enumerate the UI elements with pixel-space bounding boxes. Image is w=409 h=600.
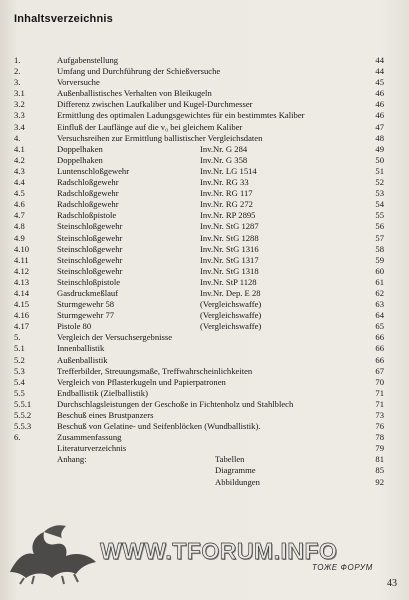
toc-entry	[14, 399, 384, 410]
toc-entry-page: 65	[375, 321, 384, 332]
appendix-item-title: Diagramme	[215, 465, 256, 476]
toc-entry	[14, 244, 384, 255]
table-of-contents	[14, 55, 384, 488]
toc-entry	[14, 255, 384, 266]
toc-entry-page: 46	[375, 99, 384, 110]
toc-entry	[14, 299, 384, 310]
toc-entry-inventory: Inv.Nr. G 284	[200, 143, 248, 154]
toc-entry-page: 67	[375, 365, 384, 376]
toc-entry	[14, 133, 384, 144]
toc-entry	[14, 266, 384, 277]
toc-entry-number: 5.5.3	[14, 421, 32, 432]
toc-entry-number: 5.4	[14, 376, 25, 387]
toc-entry-number: 4.5	[14, 188, 25, 199]
toc-entry-number: 6.	[14, 432, 21, 443]
toc-entry-page: 56	[375, 221, 384, 232]
toc-entry-title: Ermittlung des optimalen Ladungsgewichtes für ein bestimmtes Kaliber	[57, 110, 305, 121]
toc-entry-page: 76	[375, 421, 384, 432]
toc-entry	[14, 332, 384, 343]
toc-entry-title: Radschloßgewehr	[57, 199, 119, 210]
toc-entry-page: 53	[375, 188, 384, 199]
toc-entry-number: 5.3	[14, 365, 25, 376]
toc-entry-number: 4.13	[14, 276, 30, 287]
toc-entry-number: 5.1	[14, 343, 25, 354]
toc-entry-number: 4.6	[14, 199, 25, 210]
toc-entry-title: Steinschloßgewehr	[57, 254, 123, 265]
toc-appendix-entry	[14, 477, 384, 488]
toc-entry-number: 4.3	[14, 165, 25, 176]
toc-entry-inventory: Inv.Nr. RP 2895	[200, 210, 256, 221]
page-title: Inhaltsverzeichnis	[14, 13, 113, 25]
toc-entry-title: Versuchsreihen zur Ermittlung ballistischer Vergleichsdaten	[57, 132, 263, 143]
toc-entry	[14, 144, 384, 155]
toc-entry-number: 4.	[14, 132, 21, 143]
toc-entry-inventory: Inv.Nr. LG 1514	[200, 165, 257, 176]
watermark-subtitle: ТОЖЕ ФОРУМ	[312, 563, 373, 572]
toc-entry-inventory: Inv.Nr. Dep. E 28	[200, 287, 261, 298]
toc-entry	[14, 77, 384, 88]
toc-entry-page: 64	[375, 310, 384, 321]
toc-entry-number: 3.	[14, 77, 21, 88]
toc-entry-page: 46	[375, 88, 384, 99]
toc-entry-title: Außenballistisches Verhalten von Bleikugeln	[57, 88, 212, 99]
toc-appendix-entry	[14, 454, 384, 465]
toc-entry	[14, 188, 384, 199]
toc-entry	[14, 288, 384, 299]
toc-entry-page: 48	[375, 132, 384, 143]
toc-entry-number: 4.4	[14, 177, 25, 188]
toc-entry-page: 61	[375, 276, 384, 287]
toc-entry-title: Beschuß von Gelatine- und Seifenblöcken (Wundballistik).	[57, 421, 261, 432]
toc-entry-page: 44	[375, 55, 384, 65]
toc-entry-number: 5.5.2	[14, 410, 32, 420]
toc-entry-page: 73	[375, 410, 384, 420]
toc-entry-title: Doppelhaken	[57, 143, 103, 154]
toc-entry-title: Aufgabenstellung	[57, 55, 119, 65]
toc-entry-number: 5.5	[14, 387, 25, 398]
toc-entry-page: 70	[375, 376, 384, 387]
appendix-item-title: Tabellen	[215, 454, 245, 465]
toc-entry-title: Sturmgewehr 77	[57, 310, 115, 321]
toc-entry	[14, 122, 384, 133]
toc-entry	[14, 355, 384, 366]
toc-entry-number: 3.1	[14, 88, 25, 99]
toc-entry-page: 79	[375, 443, 384, 454]
toc-entry-number: 4.17	[14, 321, 30, 332]
toc-entry-title: Außenballistik	[57, 354, 108, 365]
toc-entry	[14, 88, 384, 99]
toc-entry-title: Differenz zwischen Laufkaliber und Kugel-Durchmesser	[57, 99, 253, 110]
toc-entry-title: Durchschlagsleistungen der Geschoße in Fichtenholz und Stahlblech	[57, 398, 294, 409]
toc-entry-number: 4.7	[14, 210, 25, 221]
toc-entry	[14, 277, 384, 288]
toc-entry-inventory: Inv.Nr. G 358	[200, 154, 248, 165]
toc-entry-page: 58	[375, 243, 384, 254]
toc-appendix-entry	[14, 465, 384, 476]
toc-entry-title: Sturmgewehr 58	[57, 299, 115, 310]
toc-entry-inventory: (Vergleichswaffe)	[200, 299, 262, 310]
toc-entry-title: Umfang und Durchführung der Schießversuche	[57, 66, 221, 77]
toc-entry-inventory: Inv.Nr. StP 1128	[200, 276, 257, 287]
toc-entry-number: 4.10	[14, 243, 30, 254]
toc-entry-page: 49	[375, 143, 384, 154]
toc-entry-number: 4.16	[14, 310, 30, 321]
toc-entry-number: 4.8	[14, 221, 25, 232]
toc-entry-number: 2.	[14, 66, 21, 77]
toc-entry-title: Trefferbilder, Streuungsmaße, Treffwahrscheinlichkeiten	[57, 365, 253, 376]
toc-entry-number: 3.3	[14, 110, 25, 121]
toc-entry	[14, 366, 384, 377]
toc-entry-inventory: Inv.Nr. StG 1288	[200, 232, 259, 243]
toc-entry-inventory: Inv.Nr. StG 1316	[200, 243, 259, 254]
toc-entry-title: Zusammenfassung	[57, 432, 122, 443]
toc-entry-page: 44	[375, 66, 384, 77]
toc-entry-page: 59	[375, 254, 384, 265]
toc-entry	[14, 221, 384, 232]
toc-entry-inventory: Inv.Nr. StG 1318	[200, 265, 259, 276]
toc-entry-number: 4.9	[14, 232, 25, 243]
toc-entry-page: 63	[375, 299, 384, 310]
toc-entry-number: 5.	[14, 332, 21, 343]
toc-entry-inventory: Inv.Nr. RG 117	[200, 188, 253, 199]
toc-entry	[14, 443, 384, 454]
appendix-item-page: 92	[375, 476, 384, 487]
toc-entry	[14, 177, 384, 188]
toc-entry-page: 66	[375, 332, 384, 343]
toc-entry	[14, 210, 384, 221]
toc-entry-inventory: Inv.Nr. RG 272	[200, 199, 253, 210]
toc-entry-title: Vergleich von Pflasterkugeln und Papierpatronen	[57, 376, 226, 387]
toc-entry	[14, 110, 384, 121]
toc-entry-title: Radschloßgewehr	[57, 188, 119, 199]
toc-entry-page: 45	[375, 77, 384, 88]
toc-entry	[14, 233, 384, 244]
appendix-label: Anhang:	[57, 454, 87, 465]
appendix-item-page: 85	[375, 465, 384, 476]
toc-entry	[14, 321, 384, 332]
toc-entry-title: Pistole 80	[57, 321, 92, 332]
toc-entry-page: 46	[375, 110, 384, 121]
toc-entry-title: Steinschloßgewehr	[57, 265, 123, 276]
toc-entry-page: 66	[375, 343, 384, 354]
toc-entry-title: Steinschloßgewehr	[57, 243, 123, 254]
toc-entry-number: 3.4	[14, 121, 25, 132]
toc-entry-title: Radschloßgewehr	[57, 177, 119, 188]
toc-entry-title: Endballistik (Zielballistik)	[57, 387, 148, 398]
toc-entry-page: 54	[375, 199, 384, 210]
appendix-item-title: Abbildungen	[215, 476, 260, 487]
toc-entry	[14, 410, 384, 421]
toc-entry-title: Gasdruckmeßlauf	[57, 287, 119, 298]
toc-entry-number: 4.12	[14, 265, 30, 276]
toc-entry-number: 4.2	[14, 154, 25, 165]
appendix-item-page: 81	[375, 454, 384, 465]
toc-entry-title: Vergleich der Versuchsergebnisse	[57, 332, 173, 343]
page-number: 43	[387, 578, 397, 589]
toc-entry-title: Einfluß der Lauflänge auf die v₀ bei gleichem Kaliber	[57, 121, 243, 132]
toc-entry-title: Vorversuche	[57, 77, 100, 88]
toc-entry-page: 51	[375, 165, 384, 176]
toc-entry-title: Steinschloßpistole	[57, 276, 121, 287]
toc-entry-title: Radschloßpistole	[57, 210, 117, 221]
toc-entry-number: 5.2	[14, 354, 25, 365]
toc-entry	[14, 199, 384, 210]
toc-entry-page: 78	[375, 432, 384, 443]
toc-entry-number: 4.11	[14, 254, 29, 265]
toc-entry-page: 47	[375, 121, 384, 132]
toc-entry-title: Beschuß eines Brustpanzers	[57, 410, 154, 420]
toc-entry	[14, 388, 384, 399]
toc-entry	[14, 377, 384, 388]
toc-entry-page: 50	[375, 154, 384, 165]
toc-entry	[14, 66, 384, 77]
toc-entry-page: 57	[375, 232, 384, 243]
toc-entry	[14, 432, 384, 443]
toc-entry-title: Luntenschloßgewehr	[57, 165, 130, 176]
toc-entry-title: Steinschloßgewehr	[57, 221, 123, 232]
toc-entry	[14, 99, 384, 110]
toc-entry-title: Steinschloßgewehr	[57, 232, 123, 243]
toc-entry	[14, 310, 384, 321]
toc-entry-title: Literaturverzeichnis	[57, 443, 127, 454]
toc-entry-inventory: (Vergleichswaffe)	[200, 321, 262, 332]
toc-entry	[14, 166, 384, 177]
toc-entry-page: 55	[375, 210, 384, 221]
toc-entry	[14, 343, 384, 354]
toc-entry-number: 5.5.1	[14, 398, 32, 409]
toc-entry	[14, 421, 384, 432]
tforum-logo-icon	[4, 512, 114, 586]
toc-entry-page: 60	[375, 265, 384, 276]
toc-entry-page: 62	[375, 287, 384, 298]
toc-entry-inventory: (Vergleichswaffe)	[200, 310, 262, 321]
toc-entry	[14, 155, 384, 166]
toc-entry-inventory: Inv.Nr. RG 33	[200, 177, 249, 188]
toc-entry-number: 4.15	[14, 299, 30, 310]
toc-entry-number: 3.2	[14, 99, 25, 110]
toc-entry-inventory: Inv.Nr. StG 1287	[200, 221, 259, 232]
toc-entry-page: 66	[375, 354, 384, 365]
toc-entry-inventory: Inv.Nr. StG 1317	[200, 254, 259, 265]
toc-entry-page: 71	[375, 398, 384, 409]
watermark-url: WWW.TFORUM.INFO	[100, 538, 338, 564]
toc-entry-number: 4.1	[14, 143, 25, 154]
toc-entry-title: Innenballistik	[57, 343, 105, 354]
toc-entry-number: 1.	[14, 55, 21, 65]
toc-entry-page: 71	[375, 387, 384, 398]
toc-entry-number: 4.14	[14, 287, 30, 298]
toc-entry	[14, 55, 384, 66]
toc-entry-page: 52	[375, 177, 384, 188]
toc-entry-title: Doppelhaken	[57, 154, 103, 165]
